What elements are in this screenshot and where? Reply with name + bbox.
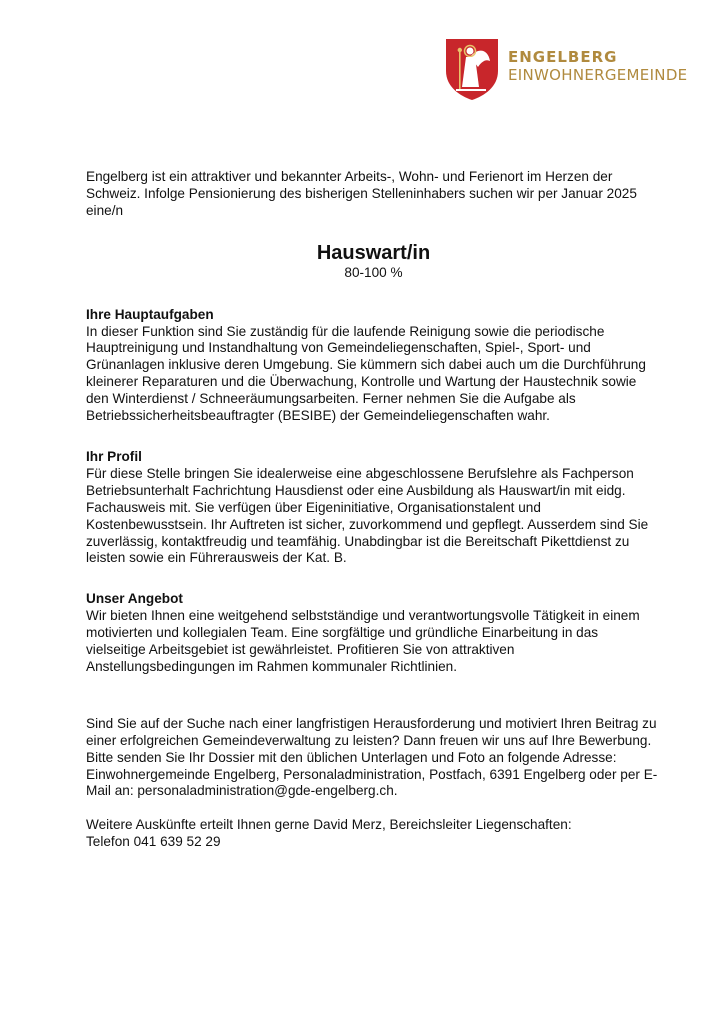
job-posting [86, 169, 661, 851]
job-title: Hauswart/in [316, 241, 431, 264]
header-logo [444, 37, 688, 101]
contact-phone: Telefon 041 639 52 29 [86, 834, 221, 850]
section-heading: Unser Angebot [86, 591, 183, 607]
section-tasks [86, 307, 661, 425]
section-text: In dieser Funktion sind Sie zuständig für die laufende Reinigung sowie die periodische Hauptreinigung und Instandhaltung von Gemeindeliegenschaften, Spiel-, Sport- und Grünanlagen inklusive deren Umgebung. Sie kümmern sich dabei auch um die Durchführung kleinerer Reparaturen und die Überwachung, Kontrolle und Wartung der Haustechnik sowie den Winterdienst / Schneeräumungsarbeiten. Ferner nehmen Sie die Aufgabe als Betriebssicherheitsbeauftragter (BESIBE) der Gemeindeliegenschaften wahr. [86, 323, 646, 424]
section-profile [86, 449, 661, 567]
section-heading: Ihr Profil [86, 448, 142, 464]
section-text: Für diese Stelle bringen Sie idealerweise eine abgeschlossene Berufslehre als Fachperson Betriebsunterhalt Fachrichtung Hausdienst oder eine Ausbildung als Hauswart/in mit eidg. Fachausweis mit. Sie verfügen über Eigeninitiative, Organisationstalent und Kostenbewusstsein. Ihr Auftreten ist sicher, zuvorkommend und gepflegt. Ausserdem sind Sie zuverlässig, kontaktfreudig und teamfähig. Unabdingbar ist die Bereitschaft Pikettdienst zu leisten sowie ein Führerausweis der Kat. B. [86, 465, 649, 566]
logo-line-1: ENGELBERG [508, 48, 618, 66]
intro-text: Engelberg ist ein attraktiver und bekannter Arbeits-, Wohn- und Ferienort im Herzen der Schweiz. Infolge Pensionierung des bisherigen Stelleninhabers suchen wir per Januar 2025 eine/n [86, 169, 637, 218]
angel-crest-icon [444, 37, 500, 101]
contact-line-1: Weitere Auskünfte erteilt Ihnen gerne David Merz, Bereichsleiter Liegenschaften: [86, 817, 572, 833]
logo-line-2: EINWOHNERGEMEINDE [508, 66, 688, 84]
job-percentage: 80-100 % [344, 264, 403, 280]
closing-text: Sind Sie auf der Suche nach einer langfristigen Herausforderung und motiviert Ihren Beitrag zu einer erfolgreichen Gemeindeverwaltung zu leisten? Dann freuen wir uns auf Ihre Bewerbung. Bitte senden Sie Ihr Dossier mit den üblichen Unterlagen und Foto an folgende Adresse: Einwohnergemeinde Engelberg, Personaladministration, Postfach, 6391 Engelberg oder per E-Mail an: personaladministration@gde-engelberg.ch. [86, 715, 658, 799]
section-heading: Ihre Hauptaufgaben [86, 306, 214, 322]
section-text: Wir bieten Ihnen eine weitgehend selbstständige und verantwortungsvolle Tätigkeit in einem motivierten und kollegialen Team. Eine sorgfältige und gründliche Einarbeitung in das vielseitige Arbeitsgebiet ist gewährleistet. Profitieren Sie von attraktiven Anstellungsbedingungen im Rahmen kommunaler Richtlinien. [86, 608, 640, 674]
section-offer [86, 591, 661, 676]
